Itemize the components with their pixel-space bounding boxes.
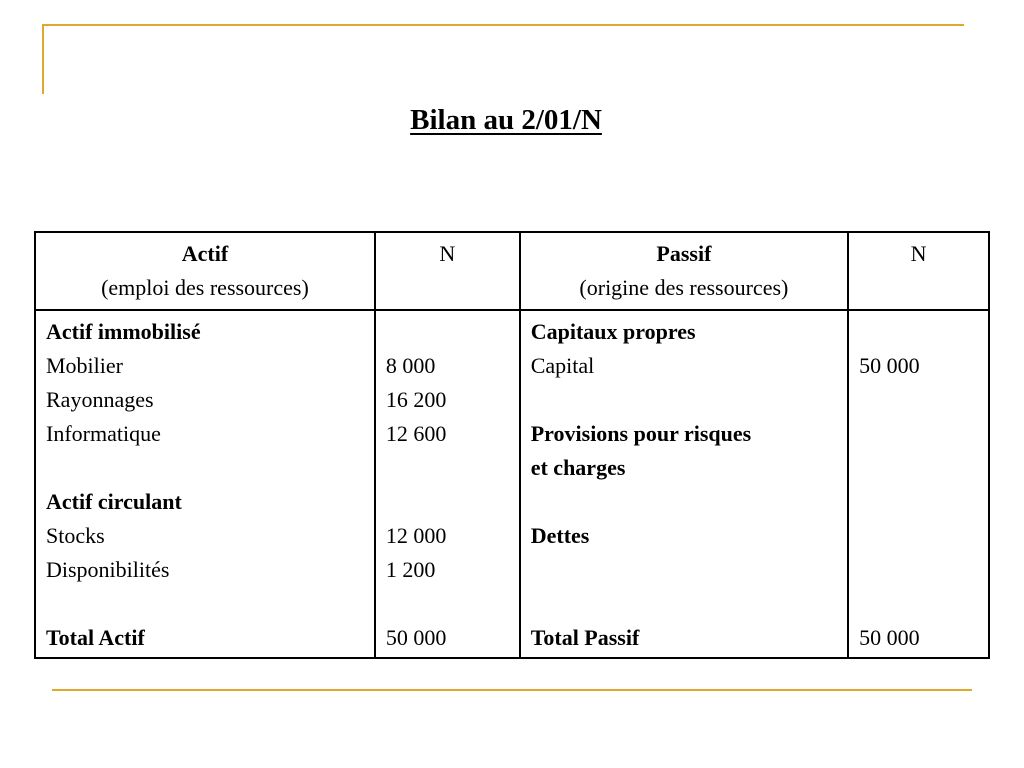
passif-provisions-heading-line2: et charges [530, 455, 626, 480]
total-actif-label: Total Actif [46, 625, 145, 650]
header-n-actif-label: N [439, 241, 456, 266]
value-spacer [386, 587, 509, 621]
header-n-passif-label: N [910, 241, 927, 266]
slide-title: Bilan au 2/01/N [410, 104, 602, 136]
actif-column [35, 310, 375, 658]
actif-circulant-heading: Actif circulant [46, 489, 182, 514]
actif-disponibilites-value: 1 200 [385, 557, 436, 582]
actif-informatique-label: Informatique [46, 421, 161, 446]
passif-capital-value: 50 000 [859, 353, 920, 378]
balance-sheet-table [34, 231, 990, 659]
actif-spacer [46, 451, 364, 485]
actif-rayonnages-label: Rayonnages [46, 387, 154, 412]
actif-mobilier-value: 8 000 [385, 353, 436, 378]
header-passif-cell [520, 232, 848, 310]
value-spacer [859, 417, 978, 451]
value-spacer [859, 383, 978, 417]
total-passif-value: 50 000 [859, 625, 920, 650]
actif-rayonnages-value: 16 200 [385, 387, 447, 412]
bottom-decorative-line [52, 689, 972, 691]
value-spacer [386, 451, 509, 485]
table-body-row [35, 310, 989, 658]
passif-spacer [531, 553, 837, 587]
value-spacer [859, 485, 978, 519]
passif-column [520, 310, 848, 658]
passif-capital-label: Capital [530, 353, 595, 378]
passif-provisions-heading-line1: Provisions pour risques [530, 421, 752, 446]
passif-spacer [531, 485, 837, 519]
passif-spacer [531, 383, 837, 417]
passif-values-column [848, 310, 989, 658]
top-line-fill [42, 24, 964, 26]
header-passif-subtitle: (origine des ressources) [579, 275, 789, 300]
actif-disponibilites-label: Disponibilités [46, 557, 170, 582]
actif-immobilise-heading: Actif immobilisé [46, 319, 201, 344]
bottom-line-fill [52, 689, 972, 691]
left-line-fill [42, 24, 44, 94]
actif-spacer [46, 587, 364, 621]
actif-stocks-value: 12 000 [385, 523, 447, 548]
left-decorative-line [42, 24, 44, 94]
actif-mobilier-label: Mobilier [46, 353, 123, 378]
passif-capitaux-heading: Capitaux propres [530, 319, 696, 344]
passif-dettes-heading: Dettes [530, 523, 590, 548]
header-actif-cell [35, 232, 375, 310]
value-spacer [859, 553, 978, 587]
actif-values-column [375, 310, 520, 658]
total-actif-value: 50 000 [385, 625, 447, 650]
header-passif-label: Passif [656, 241, 712, 266]
value-spacer [859, 519, 978, 553]
top-decorative-line [42, 24, 964, 26]
header-n-actif-cell [375, 232, 520, 310]
actif-stocks-label: Stocks [46, 523, 105, 548]
header-actif-label: Actif [181, 241, 229, 266]
value-spacer [386, 315, 509, 349]
total-passif-label: Total Passif [530, 625, 640, 650]
value-spacer [859, 587, 978, 621]
table-header-row [35, 232, 989, 310]
value-spacer [859, 451, 978, 485]
header-n-passif-cell [848, 232, 989, 310]
actif-informatique-value: 12 600 [385, 421, 447, 446]
header-actif-subtitle: (emploi des ressources) [101, 275, 309, 300]
value-spacer [386, 485, 509, 519]
value-spacer [859, 315, 978, 349]
passif-spacer [531, 587, 837, 621]
